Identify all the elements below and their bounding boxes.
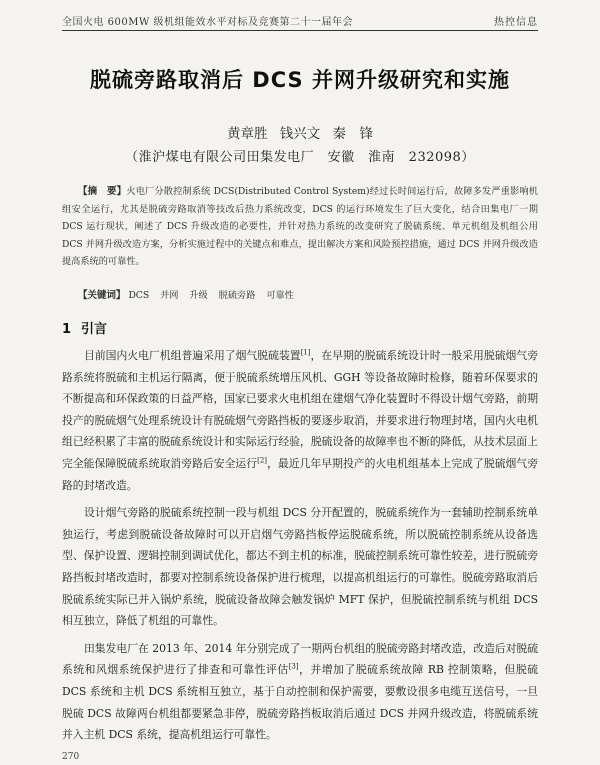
affiliation: （淮沪煤电有限公司田集发电厂 安徽 淮南 232098） (125, 150, 475, 165)
keyword: 升级 (189, 290, 208, 301)
paragraph-text: 田集发电厂在 2013 年、2014 年分别完成了一期两台机组的脱硫旁路封堵改造，改造后对脱硫系统和风烟系统保护进行了排查和可靠性评估 (62, 641, 538, 677)
section-title: 引言 (81, 322, 108, 337)
keywords-label: 【关键词】 (78, 290, 126, 301)
paragraph (62, 502, 538, 632)
paragraph-text: ，并增加了脱硫系统故障 RB 控制策略，但脱硫 DCS 系统和主机 DCS 系统相互独立，基于自动控制和保护需要，要敷设很多电缆互送信号，一旦脱硫 DCS 故障两台机组都要紧急非停，脱硫旁路挡板取消后通过 DCS 并网升级改造，将脱硫系统并入主机 DCS 系统，提高机组运行可靠性。 (62, 663, 538, 742)
page-number: 270 (62, 752, 80, 762)
author: 钱兴文 (279, 126, 321, 142)
citation: [1] (300, 348, 311, 357)
paragraph-text: ，在早期的脱硫系统设计时一般采用脱硫烟气旁路系统将脱硫和主机运行隔离，便于脱硫系统增压风机、GGH 等设备故障时检修，随着环保要求的不断提高和环保政策的日益严格，国家已要求火电机组在建烟气净化装置时不得设计烟气旁路，前期投产的脱硫烟气处理系统设计有脱硫烟气旁路挡板的要逐步取消，并要求进行物理封堵，国内火电机组已经积累了丰富的脱硫系统设计和实际运行经验，脱硫设备的故障率也不断的降低，从技术层面上完全能保障脱硫系统取消旁路后安全运行 (62, 349, 538, 470)
paper-title: 脱硫旁路取消后 DCS 并网升级研究和实施 (90, 68, 510, 92)
header-section: 热控信息 (494, 17, 538, 28)
keyword: 可靠性 (266, 290, 294, 301)
body-text (62, 345, 538, 752)
abstract-label: 【摘 要】 (78, 186, 127, 197)
abstract-text: 火电厂分散控制系统 DCS(Distributed Control System)经过长时间运行后，故障多发严重影响机组安全运行，尤其是脱硫旁路取消等技改后热力系统改变，DCS 的运行环境发生了巨大变化，结合田集电厂一期 DCS 运行现状，阐述了 DCS 升级改造的必要性，并针对热力系统的改变研究了脱硫系统、单元机组及机组公用 DCS 并网升级改造方案，分析实施过程中的关键点和难点，提出解决方案和风险预控措施，通过 DCS 并网升级改造提高系统的可靠性。 (62, 186, 538, 268)
paragraph-text: 目前国内火电厂机组普遍采用了烟气脱硫装置 (84, 349, 301, 362)
author: 秦 锋 (332, 126, 374, 142)
keywords (62, 287, 538, 304)
section-heading (62, 318, 107, 337)
header-conference: 全国火电 600MW 级机组能效水平对标及竞赛第二十一届年会 (62, 17, 353, 28)
authors (0, 122, 600, 142)
running-header (62, 8, 538, 31)
paragraph (62, 345, 538, 496)
citation: [3] (288, 662, 299, 671)
keyword: 脱硫旁路 (218, 290, 256, 301)
paragraph (62, 638, 538, 746)
section-number: 1 (62, 322, 72, 337)
citation: [2] (257, 456, 268, 465)
keyword: DCS (128, 290, 150, 301)
paragraph-text: 设计烟气旁路的脱硫系统控制一段与机组 DCS 分开配置的，脱硫系统作为一套辅助控制系统单独运行，考虑到脱硫设备故障时可以开启烟气旁路挡板停运脱硫系统，所以脱硫控制系统从设备选型、保护设置、逻辑控制到调试优化，都达不到主机的标准，脱硫控制系统可靠性较差，进行脱硫旁路挡板封堵改造时，都要对控制系统设备保护进行梳理，以提高机组运行的可靠性。脱硫旁路取消后脱硫系统实际已并入锅炉系统，脱硫设备故障会触发锅炉 MFT 保护，但脱硫控制系统与机组 DCS 相互独立，降低了机组的可靠性。 (62, 506, 538, 628)
paragraph-text: ，最近几年早期投产的火电机组基本上完成了脱硫烟气旁路的封堵改造。 (62, 456, 539, 492)
author: 黄章胜 (226, 126, 268, 142)
abstract (62, 183, 538, 271)
keyword: 并网 (160, 290, 179, 301)
